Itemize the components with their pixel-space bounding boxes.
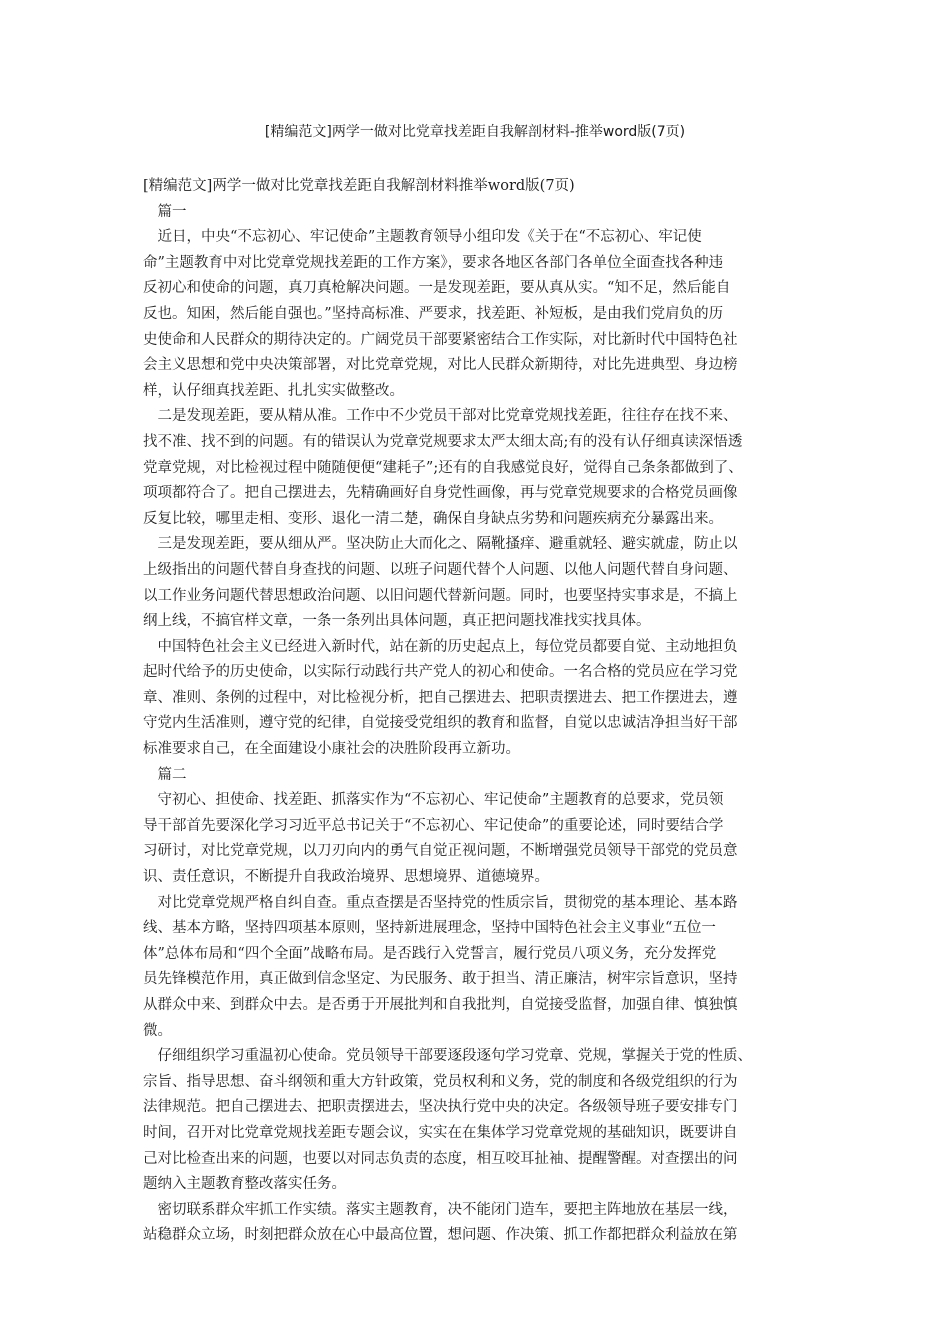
- document-body: [143, 174, 811, 1249]
- text-line: 项项都符合了。把自己摆进去，先精确画好自身党性画像，再与党章党规要求的合格党员画像: [143, 485, 738, 502]
- text-line: 仔细组织学习重温初心使命。党员领导干部要逐段逐句学习党章、党规，掌握关于党的性质、: [143, 1048, 752, 1065]
- text-line: 会主义思想和党中央决策部署，对比党章党规，对比人民群众新期待，对比先进典型、身边榜: [143, 357, 738, 374]
- text-line: [精编范文]两学一做对比党章找差距自我解剖材料推举word版(7页): [143, 178, 575, 194]
- text-line: 体”总体布局和“四个全面”战略布局。是否践行入党誓言，履行党员八项义务，充分发挥党: [143, 945, 717, 962]
- text-line: 反也。知困，然后能自强也。”坚持高标准、严要求，找差距、补短板，是由我们党肩负的历: [143, 305, 724, 322]
- document-title: [精编范文]两学一做对比党章找差距自我解剖材料-推举word版(7页): [264, 124, 686, 140]
- text-line: 以工作业务问题代替思想政治问题、以旧问题代替新问题。同时，也要坚持实事求是，不搞上: [143, 587, 738, 604]
- text-line: 中国特色社会主义已经进入新时代，站在新的历史起点上，每位党员都要自觉、主动地担负: [143, 638, 738, 655]
- text-line: 反复比较，哪里走相、变形、退化一清二楚，确保自身缺点劣势和问题疾病充分暴露出来。: [143, 510, 723, 527]
- text-line: 对比党章党规严格自纠自查。重点查摆是否坚持党的性质宗旨，贯彻党的基本理论、基本路: [143, 894, 738, 911]
- text-line: 微。: [143, 1022, 172, 1039]
- text-line: 站稳群众立场，时刻把群众放在心中最高位置，想问题、作决策、抓工作都把群众利益放在第: [143, 1227, 738, 1244]
- text-line: 史使命和人民群众的期待决定的。广阔党员干部要紧密结合工作实际，对比新时代中国特色社: [143, 331, 738, 348]
- text-line: 三是发现差距，要从细从严。坚决防止大而化之、隔靴搔痒、避重就轻、避实就虚，防止以: [143, 536, 738, 553]
- text-line: 反初心和使命的问题，真刀真枪解决问题。一是发现差距，要从真从实。“知不足，然后能自: [143, 280, 731, 297]
- text-line: 命”主题教育中对比党章党规找差距的工作方案》，要求各地区各部门各单位全面查找各种违: [143, 254, 724, 271]
- text-line: 章、准则、条例的过程中，对比检视分析，把自己摆进去、把职责摆进去、把工作摆进去，遵: [143, 689, 738, 706]
- text-line: 篇一: [143, 203, 187, 220]
- text-line: 党章党规，对比检视过程中随随便便“建耗子”;还有的自我感觉良好，觉得自己条条都做到了、: [143, 459, 743, 476]
- text-line: 题纳入主题教育整改落实任务。: [143, 1176, 346, 1193]
- text-line: 法律规范。把自己摆进去、把职责摆进去，坚决执行党中央的决定。各级领导班子要安排专门: [143, 1099, 738, 1116]
- text-line: 上级指出的问题代替自身查找的问题、以班子问题代替个人问题、以他人问题代替自身问题、: [143, 561, 738, 578]
- text-line: 线、基本方略，坚持四项基本原则，坚持新进展理念，坚持中国特色社会主义事业“五位一: [143, 920, 716, 937]
- text-line: 纲上线，不搞官样文章，一条一条列出具体问题，真正把问题找准找实找具体。: [143, 613, 651, 630]
- text-line: 守初心、担使命、找差距、抓落实作为“不忘初心、牢记使命”主题教育的总要求，党员领: [143, 792, 724, 809]
- text-line: 二是发现差距，要从精从准。工作中不少党员干部对比党章党规找差距，往往存在找不来、: [143, 408, 738, 425]
- text-line: 样，认仔细真找差距、扎扎实实做整改。: [143, 382, 404, 399]
- text-line: 找不准、找不到的问题。有的错误认为党章党规要求太严太细太高;有的没有认仔细真读深悟透: [143, 433, 743, 450]
- text-line: 员先锋模范作用，真正做到信念坚定、为民服务、敢于担当、清正廉洁，树牢宗旨意识，坚持: [143, 971, 738, 988]
- text-line: 己对比检查出来的问题，也要以对同志负责的态度，相互咬耳扯袖、提醒警醒。对查摆出的问: [143, 1150, 738, 1167]
- text-line: 近日，中央“不忘初心、牢记使命”主题教育领导小组印发《关于在“不忘初心、牢记使: [143, 229, 702, 246]
- text-line: 导干部首先要深化学习习近平总书记关于“不忘初心、牢记使命”的重要论述，同时要结合学: [143, 817, 724, 834]
- text-line: 守党内生活准则，遵守党的纪律，自觉接受党组织的教育和监督，自觉以忠诚洁净担当好干部: [143, 715, 738, 732]
- text-line: 宗旨、指导思想、奋斗纲领和重大方针政策，党员权利和义务，党的制度和各级党组织的行为: [143, 1073, 738, 1090]
- text-line: 篇二: [143, 766, 187, 783]
- text-line: 起时代给予的历史使命，以实际行动践行共产党人的初心和使命。一名合格的党员应在学习党: [143, 664, 738, 681]
- text-line: 密切联系群众牢抓工作实绩。落实主题教育，决不能闭门造车，要把主阵地放在基层一线，: [143, 1201, 738, 1218]
- text-line: 标准要求自己，在全面建设小康社会的决胜阶段再立新功。: [143, 741, 520, 758]
- text-line: 习研讨，对比党章党规，以刀刃向内的勇气自觉正视问题，不断增强党员领导干部党的党员意: [143, 843, 738, 860]
- text-line: 时间，召开对比党章党规找差距专题会议，实实在在集体学习党章党规的基础知识，既要讲自: [143, 1124, 738, 1141]
- text-line: 识、责任意识，不断提升自我政治境界、思想境界、道德境界。: [143, 869, 549, 886]
- text-line: 从群众中来、到群众中去。是否勇于开展批判和自我批判，自觉接受监督，加强自律、慎独慎: [143, 997, 738, 1013]
